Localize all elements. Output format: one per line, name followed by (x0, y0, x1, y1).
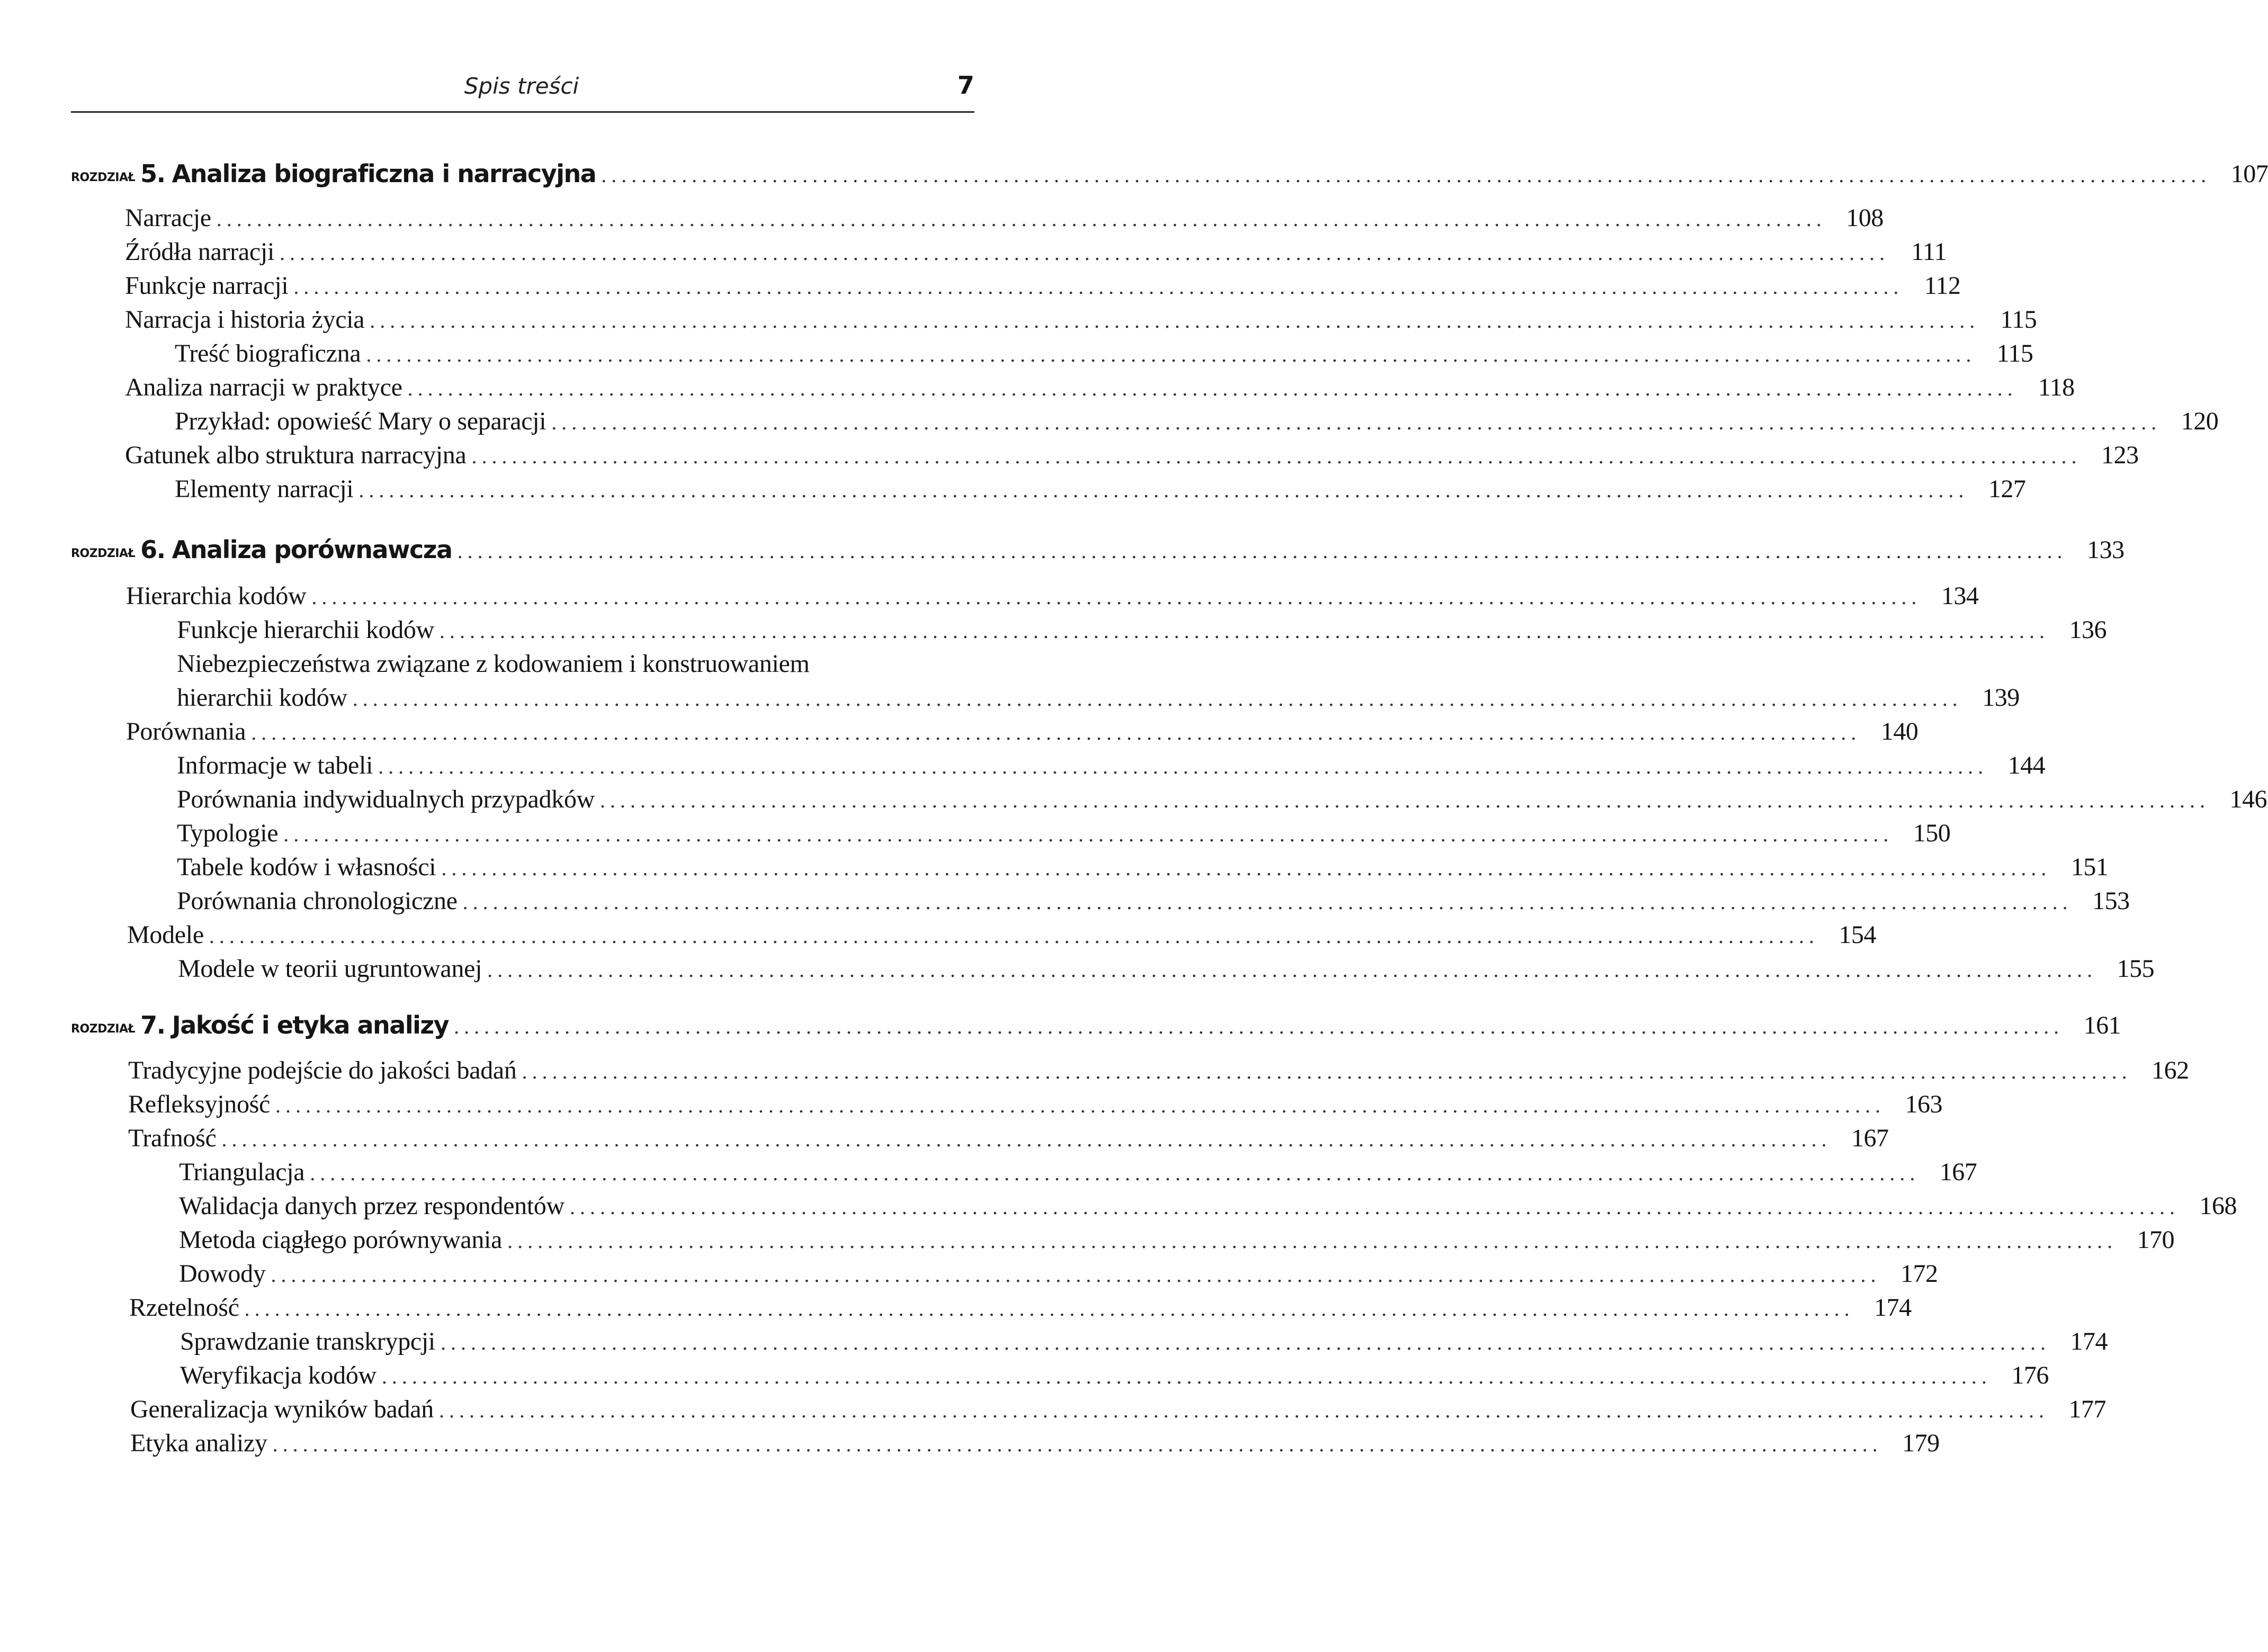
chapter-number: 5. (140, 159, 165, 188)
dot-leader: ................................................................................................................................................................ (457, 539, 2067, 563)
entry-title: Funkcje narracji (125, 272, 289, 300)
dot-leader: ................................................................................................................................................................ (471, 444, 2082, 468)
toc-subentry (179, 1225, 2175, 1259)
toc-entry (127, 920, 1876, 954)
entry-title: Modele w teorii ugruntowanej (178, 955, 482, 983)
entry-page: 179 (1902, 1429, 1940, 1457)
toc-subentry (175, 474, 2026, 508)
entry-title: Etyka analizy (130, 1429, 267, 1457)
dot-leader: ................................................................................................................................................................ (275, 1093, 1886, 1117)
dot-leader: ................................................................................................................................................................ (370, 309, 1980, 333)
dot-leader: ................................................................................................................................................................ (454, 1014, 2064, 1038)
chapter-number: 6. (140, 535, 165, 564)
entry-page: 154 (1839, 921, 1876, 949)
dot-leader: ................................................................................................................................................................ (438, 1398, 2049, 1422)
entry-title: Rzetelność (129, 1294, 239, 1322)
toc-subentry (175, 407, 2219, 441)
toc-entry (125, 373, 2075, 407)
dot-leader: ................................................................................................................................................................ (551, 410, 2162, 434)
toc-entry (125, 237, 1947, 271)
entry-title: Porównania chronologiczne (177, 887, 458, 915)
dot-leader: ................................................................................................................................................................ (311, 585, 1922, 609)
chapter-heading (71, 158, 2268, 192)
entry-page: 115 (2000, 306, 2037, 334)
entry-page: 177 (2068, 1395, 2106, 1423)
entry-title: Walidacja danych przez respondentów (179, 1192, 564, 1220)
toc-entry (125, 441, 2139, 474)
entry-page: 153 (2092, 887, 2130, 915)
toc-subentry (179, 1259, 1938, 1293)
entry-title: Przykład: opowieść Mary o separacji (175, 407, 546, 435)
dot-leader: ................................................................................................................................................................ (209, 924, 1819, 948)
entry-page: 146 (2229, 785, 2267, 813)
chapter-page: 133 (2087, 536, 2124, 564)
entry-title: Modele (127, 921, 204, 949)
entry-title-continued: hierarchii kodów (177, 684, 347, 712)
chapter-label: ROZDZIAŁ (71, 171, 136, 184)
entry-title: Treść biograficzna (175, 339, 361, 367)
dot-leader: ................................................................................................................................................................ (601, 163, 2211, 187)
entry-title: Elementy narracji (175, 475, 354, 503)
dot-leader: ................................................................................................................................................................ (216, 207, 1826, 231)
entry-title: Trafność (128, 1124, 217, 1152)
chapter-page: 161 (2083, 1011, 2121, 1039)
toc-subentry (177, 785, 2267, 819)
dot-leader: ................................................................................................................................................................ (600, 788, 2210, 812)
entry-page: 162 (2152, 1056, 2189, 1084)
entry-title: Porównania indywidualnych przypadków (177, 785, 595, 813)
dot-leader: ................................................................................................................................................................ (381, 1364, 1992, 1388)
entry-page: 120 (2181, 407, 2219, 435)
entry-page: 112 (1924, 272, 1961, 300)
entry-title: Tradycyjne podejście do jakości badań (128, 1056, 517, 1084)
dot-leader: ................................................................................................................................................................ (283, 822, 1894, 846)
toc-subentry (178, 954, 2155, 988)
entry-page: 167 (1851, 1124, 1889, 1152)
toc-subentry-line2 (177, 683, 2020, 717)
entry-page: 108 (1846, 204, 1884, 232)
dot-leader: ................................................................................................................................................................ (358, 478, 1969, 502)
dot-leader: ................................................................................................................................................................ (221, 1127, 1832, 1151)
chapter-heading (71, 1009, 2121, 1043)
entry-page: 174 (2070, 1327, 2108, 1355)
entry-title: Weryfikacja kodów (180, 1361, 376, 1389)
header-rule (71, 111, 974, 113)
toc-entry (130, 1395, 2106, 1429)
entry-title: Porównania (126, 717, 246, 746)
toc-entry (130, 1429, 1940, 1462)
dot-leader: ................................................................................................................................................................ (522, 1060, 2132, 1083)
entry-title: Tabele kodów i własności (177, 853, 436, 881)
entry-title: Gatunek albo struktura narracyjna (125, 441, 467, 469)
toc-subentry (179, 1157, 1977, 1191)
entry-title: Źródła narracji (125, 238, 275, 266)
dot-leader: ................................................................................................................................................................ (251, 721, 1861, 744)
chapter-heading (71, 534, 2124, 568)
entry-page: 176 (2011, 1361, 2049, 1389)
chapter-page: 107 (2230, 160, 2268, 188)
toc-entry (128, 1124, 1889, 1157)
entry-page: 140 (1880, 717, 1919, 746)
dot-leader: ................................................................................................................................................................ (352, 687, 1962, 711)
entry-page: 144 (2007, 751, 2046, 779)
entry-title: Informacje w tabeli (177, 751, 373, 779)
running-title: Spis treści (464, 73, 579, 99)
entry-page: 163 (1905, 1090, 1943, 1118)
toc-subentry (177, 751, 2046, 785)
entry-title: Narracje (125, 204, 211, 232)
running-header (69, 73, 974, 112)
dot-leader: ................................................................................................................................................................ (569, 1195, 2180, 1219)
entry-title: Niebezpieczeństwa związane z kodowaniem i konstruowaniem (177, 650, 810, 678)
toc-entry (125, 203, 1884, 237)
toc-subentry (177, 819, 1951, 852)
dot-leader: ................................................................................................................................................................ (407, 376, 2018, 400)
entry-page: 174 (1874, 1294, 1912, 1322)
entry-title: Refleksyjność (128, 1090, 271, 1118)
chapter-number: 7. (140, 1011, 165, 1039)
toc-entry (128, 1090, 1943, 1124)
toc-subentry (177, 886, 2130, 920)
toc-subentry (179, 1191, 2237, 1225)
entry-title: Narracja i historia życia (125, 306, 365, 334)
entry-page: 168 (2199, 1192, 2237, 1220)
entry-title: Metoda ciągłego porównywania (179, 1226, 503, 1254)
dot-leader: ................................................................................................................................................................ (310, 1161, 1920, 1185)
entry-page: 134 (1941, 582, 1979, 610)
dot-leader: ................................................................................................................................................................ (378, 755, 1988, 778)
dot-leader: ................................................................................................................................................................ (441, 856, 2051, 880)
toc-subentry (175, 339, 2033, 373)
entry-page: 172 (1901, 1260, 1938, 1288)
dot-leader: ................................................................................................................................................................ (507, 1229, 2118, 1253)
toc-entry (126, 581, 1979, 615)
entry-page: 150 (1913, 819, 1951, 847)
dot-leader: ................................................................................................................................................................ (440, 1331, 2050, 1354)
dot-leader: ................................................................................................................................................................ (487, 958, 2097, 982)
toc-entry (125, 305, 2037, 339)
entry-page: 127 (1988, 475, 2026, 503)
toc-entry (126, 717, 1919, 751)
dot-leader: ................................................................................................................................................................ (271, 1263, 1881, 1287)
entry-title: Sprawdzanie transkrypcji (180, 1327, 435, 1355)
chapter-title: Jakość i etyka analizy (172, 1011, 449, 1039)
dot-leader: ................................................................................................................................................................ (272, 1432, 1882, 1456)
chapter-label: ROZDZIAŁ (71, 547, 136, 560)
entry-page: 115 (1996, 339, 2033, 367)
entry-page: 151 (2070, 853, 2109, 881)
entry-title: Typologie (177, 819, 279, 847)
entry-page: 167 (1939, 1158, 1977, 1186)
entry-page: 139 (1982, 684, 2020, 712)
entry-page: 123 (2101, 441, 2139, 469)
entry-page: 111 (1911, 238, 1947, 266)
dot-leader: ................................................................................................................................................................ (293, 275, 1904, 299)
entry-title: Triangulacja (179, 1158, 305, 1186)
chapter-title: Analiza biograficzna i narracyjna (172, 159, 596, 188)
dot-leader: ................................................................................................................................................................ (366, 343, 1976, 366)
entry-page: 118 (2038, 373, 2075, 401)
dot-leader: ................................................................................................................................................................ (462, 890, 2073, 914)
toc-subentry-line1 (177, 649, 974, 683)
entry-title: Analiza narracji w praktyce (125, 373, 402, 401)
entry-page: 170 (2137, 1226, 2175, 1254)
entry-title: Generalizacja wyników badań (130, 1395, 434, 1423)
entry-title: Dowody (179, 1260, 266, 1288)
dot-leader: ................................................................................................................................................................ (244, 1297, 1854, 1321)
page-number: 7 (957, 71, 974, 100)
dot-leader: ................................................................................................................................................................ (280, 241, 1890, 265)
toc-entry (129, 1293, 1912, 1327)
toc-subentry (177, 852, 2109, 886)
chapter-title: Analiza porównawcza (172, 535, 452, 564)
entry-page: 155 (2117, 955, 2155, 983)
dot-leader: ................................................................................................................................................................ (440, 619, 2049, 643)
toc-entry (125, 271, 1961, 305)
toc-subentry (180, 1327, 2108, 1361)
entry-title: Hierarchia kodów (126, 582, 307, 610)
toc-subentry (180, 1361, 2049, 1395)
toc-subentry (177, 615, 2106, 649)
chapter-label: ROZDZIAŁ (71, 1022, 136, 1036)
entry-title: Funkcje hierarchii kodów (177, 616, 434, 644)
toc-entry (128, 1056, 2189, 1090)
entry-page: 136 (2069, 616, 2106, 644)
